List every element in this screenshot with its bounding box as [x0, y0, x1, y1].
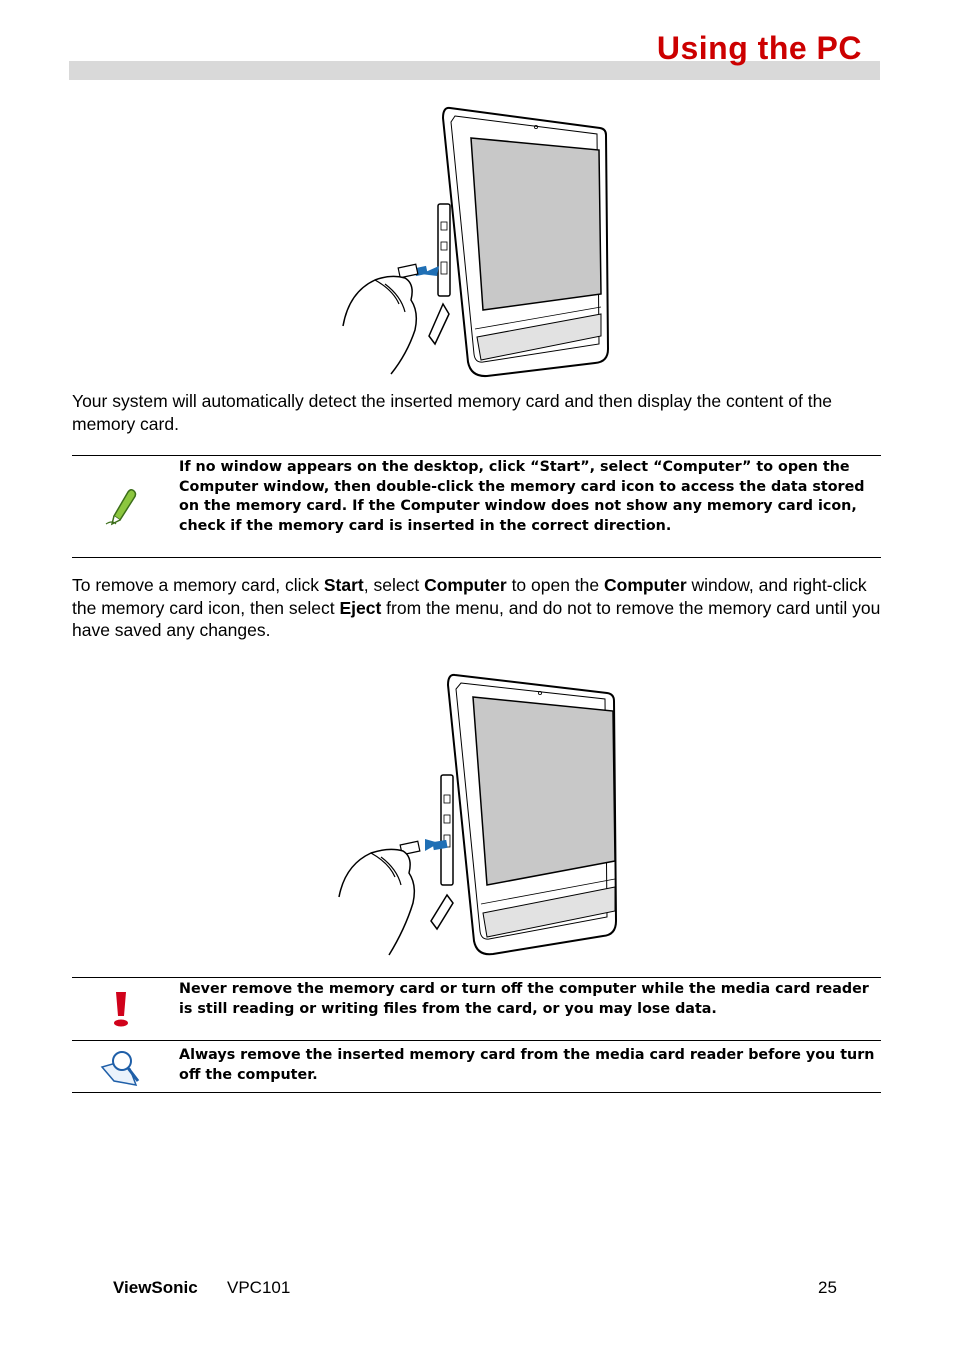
remove-card-illustration — [333, 671, 623, 963]
para2-text-2: , select — [363, 575, 425, 595]
tip-note — [72, 455, 881, 558]
warning-note — [72, 977, 881, 1041]
info-note — [72, 1040, 881, 1093]
paragraph-detect: Your system will automatically detect the inserted memory card and then display the content of the memory card. — [72, 391, 833, 434]
footer-brand: ViewSonic — [113, 1278, 198, 1297]
para2-text-5: from the menu, and do not to remove the memory card until you have saved any changes. — [72, 597, 881, 640]
insert-card-illustration — [335, 104, 615, 380]
para2-bold-eject: Eject — [339, 597, 382, 618]
warning-text: Never remove the memory card or turn off the computer while the media card reader is still reading or writing files from the card, or you may lose data. — [179, 981, 869, 1017]
paragraph-remove — [72, 574, 882, 642]
para2-text-1: To remove a memory card, click — [72, 575, 324, 595]
para2-bold-computer: Computer — [424, 575, 507, 595]
page-number: 25 — [818, 1278, 837, 1297]
info-text: Always remove the inserted memory card from the media card reader before you turn off the computer. — [179, 1047, 875, 1083]
para2-bold-start: Start — [323, 575, 364, 595]
exclamation-icon — [112, 990, 130, 1030]
page-title: Using the PC — [656, 30, 862, 66]
para2-text-4: window, and right-click the memory card icon, then select — [72, 575, 867, 618]
footer-model: VPC101 — [227, 1278, 291, 1297]
magnifier-icon — [100, 1047, 144, 1087]
para2-text-3: to open the — [506, 575, 605, 595]
para2-bold-computer-2: Computer — [604, 575, 687, 595]
pencil-icon — [104, 486, 138, 526]
tip-text: If no window appears on the desktop, click “Start”, select “Computer” to open the Computer window, then double-click the memory card icon to access the data stored on the memory card. If the Computer window does not show any memory card icon, check if the memory card is inserted in the correct direction. — [179, 459, 865, 534]
